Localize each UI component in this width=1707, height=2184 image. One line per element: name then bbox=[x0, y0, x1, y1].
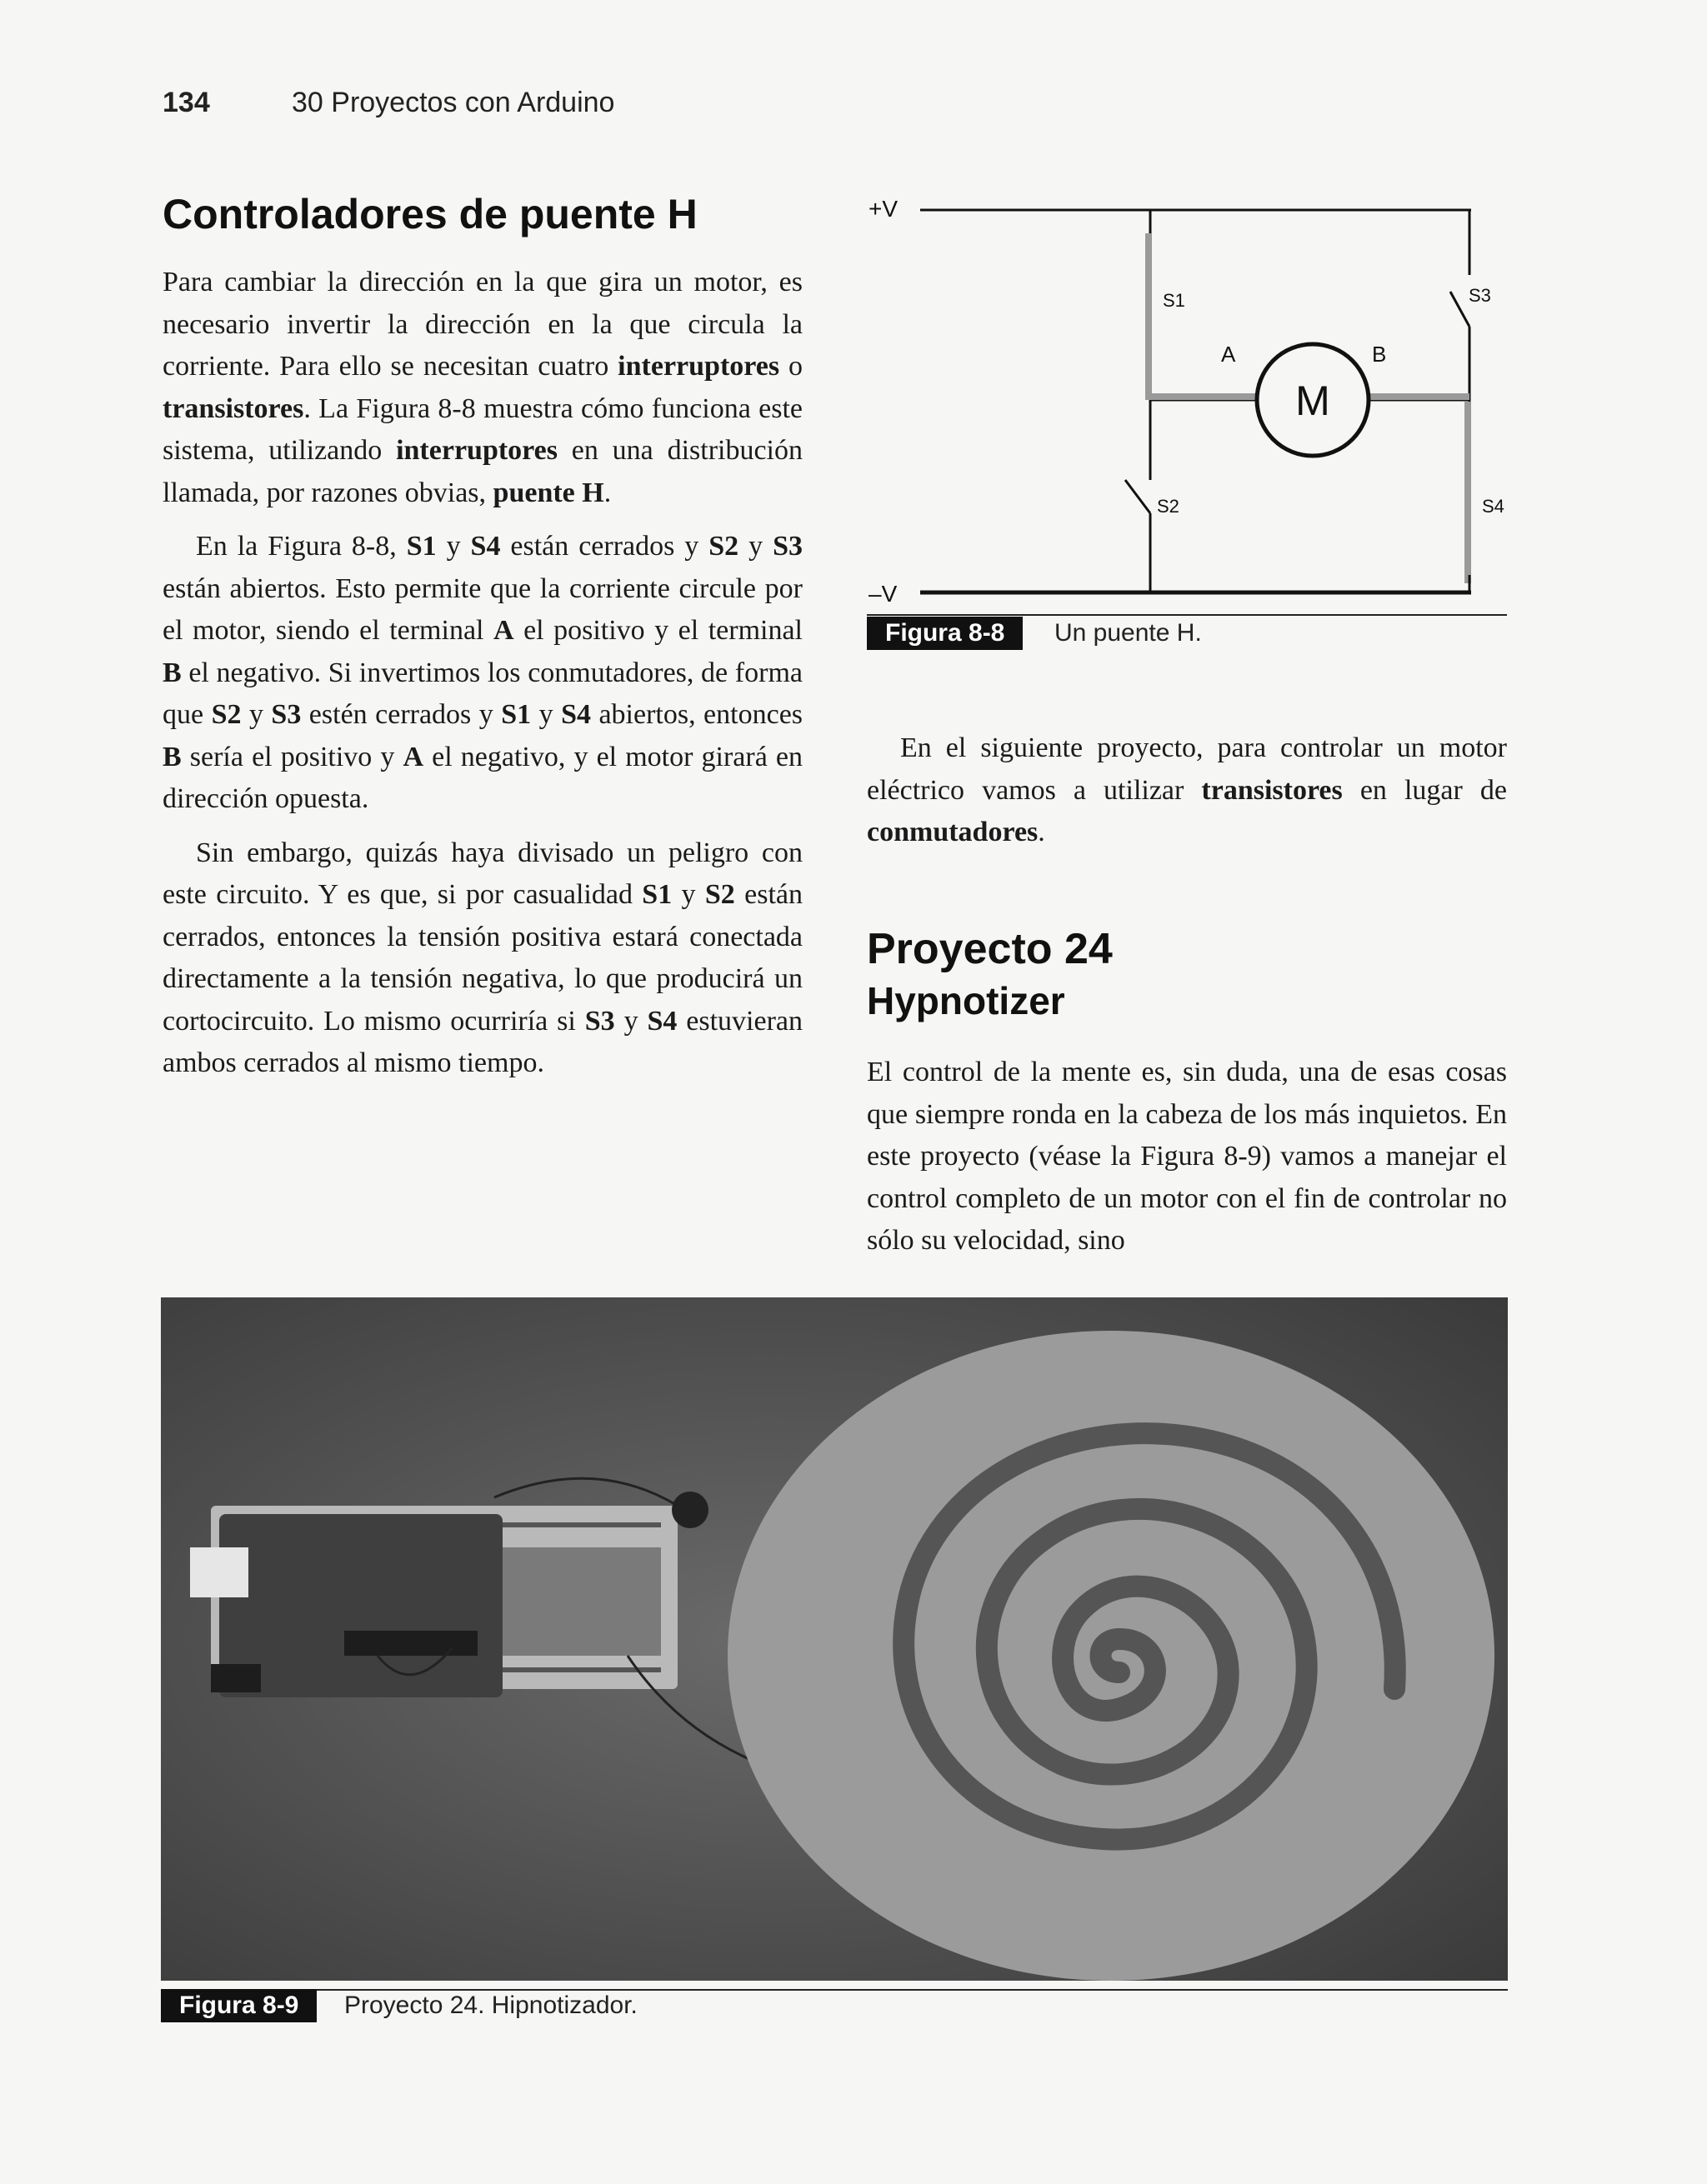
h-bridge-schematic bbox=[867, 183, 1507, 517]
capacitor bbox=[672, 1492, 708, 1528]
usb-connector bbox=[190, 1547, 248, 1597]
positive-label: +V bbox=[869, 196, 899, 222]
paragraph-right-1: En el siguiente proyecto, para controlar un motor eléctrico vamos a utilizar transistores en lugar de conmutadores. bbox=[867, 732, 1507, 847]
paragraph-1: Para cambiar la dirección en la que gira un motor, es necesario invertir la dirección en la que circula la corriente. Para ello se necesitan cuatro interruptores o transistores. La Figura 8-8 muestra cómo funciona este sistema, utilizando interruptores en una distribución llamada, por razones obvias, puente H. bbox=[163, 267, 803, 508]
paragraph-2: En la Figura 8-8, S1 y S4 están cerrados y S2 y S3 están abiertos. Esto permite que la corriente circule por el motor, siendo el terminal A el positivo y el terminal B el negativo. Si invertimos los conmutadores, de forma que S2 y S3 estén cerrados y S1 y S4 abiertos, entonces B sería el positivo y A el negativo, y el motor girará en dirección opuesta. bbox=[163, 531, 803, 814]
project-number: Proyecto 24 bbox=[867, 925, 1113, 973]
s2-switch bbox=[1125, 480, 1150, 513]
page-number: 134 bbox=[163, 87, 210, 118]
book-title: 30 Proyectos con Arduino bbox=[292, 87, 615, 118]
running-header bbox=[163, 87, 614, 119]
section-title: Controladores de puente H bbox=[163, 191, 698, 237]
terminal-b-label: B bbox=[1372, 342, 1387, 367]
hypnotizer-photo bbox=[161, 1297, 1508, 1981]
project-intro bbox=[867, 1052, 1507, 1274]
project-paragraph: El control de la mente es, sin duda, una de esas cosas que siempre ronda en la cabeza de los más inquietos. En este proyecto (véase la Figura 8-9) vamos a manejar el control completo de un motor con el fin de controlar no sólo su velocidad, sino bbox=[867, 1057, 1507, 1256]
s2-label: S2 bbox=[1157, 496, 1179, 517]
left-column bbox=[163, 262, 803, 1097]
figure-8-8-caption: Un puente H. bbox=[1054, 619, 1202, 647]
right-column bbox=[867, 727, 1507, 866]
terminal-a-label: A bbox=[1221, 342, 1236, 367]
figure-8-9-tag: Figura 8-9 bbox=[161, 1989, 317, 2022]
negative-label: –V bbox=[869, 581, 898, 607]
figure-8-8-tag: Figura 8-8 bbox=[867, 617, 1023, 650]
motor-label: M bbox=[1295, 377, 1330, 424]
s4-label: S4 bbox=[1482, 496, 1504, 517]
figure-8-9-rule bbox=[161, 1989, 1508, 1991]
s3-switch bbox=[1450, 292, 1469, 327]
s3-label: S3 bbox=[1469, 285, 1491, 306]
power-jack bbox=[211, 1664, 261, 1692]
paragraph-3: Sin embargo, quizás haya divisado un peligro con este circuito. Y es que, si por casualidad S1 y S2 están cerrados, entonces la tensión positiva estará conectada directamente a la tensión negativa, lo que producirá un cortocircuito. Lo mismo ocurriría si S3 y S4 estuvieran ambos cerrados al mismo tiempo. bbox=[163, 837, 803, 1078]
project-heading bbox=[867, 923, 1113, 1027]
figure-8-9-caption: Proyecto 24. Hipnotizador. bbox=[344, 1992, 638, 2019]
s1-label: S1 bbox=[1163, 290, 1185, 311]
project-name: Hypnotizer bbox=[867, 979, 1065, 1022]
microcontroller-chip bbox=[344, 1631, 478, 1656]
arduino-board bbox=[219, 1514, 503, 1697]
figure-8-8-rule bbox=[867, 614, 1507, 616]
